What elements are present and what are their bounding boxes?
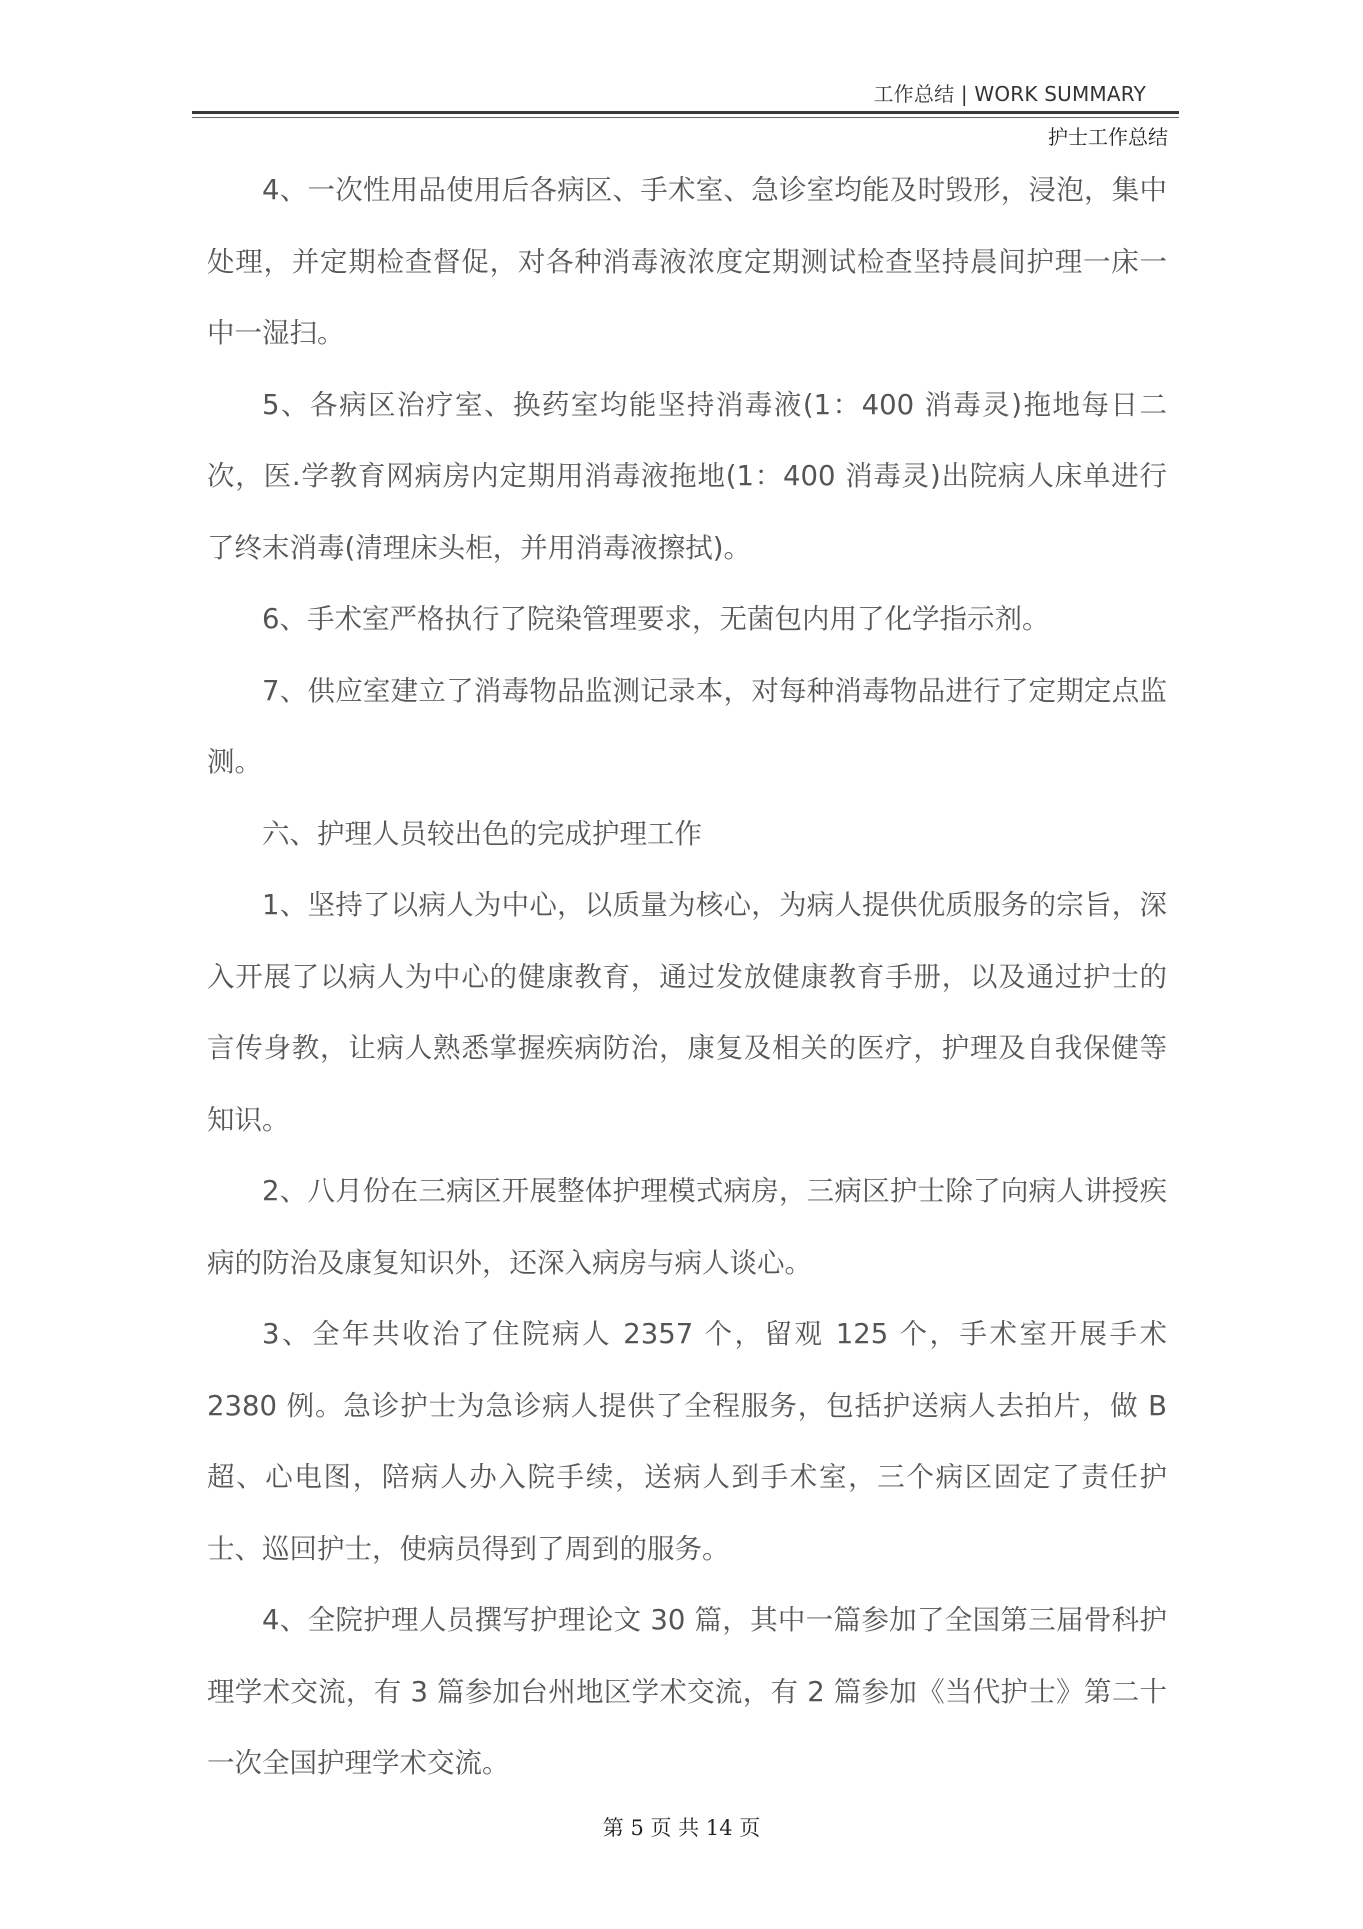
- header-rule-thin: [192, 117, 1179, 118]
- document-body: [207, 155, 1167, 1800]
- paragraph: 6、手术室严格执行了院染管理要求，无菌包内用了化学指示剂。: [262, 603, 1050, 635]
- paragraph: 1、坚持了以病人为中心，以质量为核心，为病人提供优质服务的宗旨，深入开展了以病人为中心的健康教育，通过发放健康教育手册，以及通过护士的言传身教，让病人熟悉掌握疾病防治，康复及相关的医疗，护理及自我保健等知识。: [207, 889, 1167, 1136]
- paragraph: 4、一次性用品使用后各病区、手术室、急诊室均能及时毁形，浸泡，集中处理，并定期检查督促，对各种消毒液浓度定期测试检查坚持晨间护理一床一中一湿扫。: [207, 174, 1167, 349]
- paragraph: 2、八月份在三病区开展整体护理模式病房，三病区护士除了向病人讲授疾病的防治及康复知识外，还深入病房与病人谈心。: [207, 1175, 1167, 1279]
- paragraph: 5、各病区治疗室、换药室均能坚持消毒液(1：400 消毒灵)拖地每日二次，医.学教育网病房内定期用消毒液拖地(1：400 消毒灵)出院病人床单进行了终末消毒(清理床头柜，并用消毒液擦拭)。: [207, 388, 1167, 564]
- paragraph: 7、供应室建立了消毒物品监测记录本，对每种消毒物品进行了定期定点监测。: [207, 674, 1167, 778]
- page-number: 第 5 页 共 14 页: [602, 1816, 761, 1840]
- section-heading: 六、护理人员较出色的完成护理工作: [262, 817, 702, 850]
- header-rule-thick: [192, 111, 1179, 114]
- header-label: 工作总结 | WORK SUMMARY: [873, 82, 1146, 106]
- document-title: 护士工作总结: [1048, 125, 1168, 149]
- paragraph: 3、全年共收治了住院病人 2357 个，留观 125 个，手术室开展手术 2380 例。急诊护士为急诊病人提供了全程服务，包括护送病人去拍片，做 B 超、心电图，陪病人办入院手续，送病人到手术室，三个病区固定了责任护士、巡回护士，使病员得到了周到的服务。: [207, 1318, 1167, 1565]
- paragraph: 4、全院护理人员撰写护理论文 30 篇，其中一篇参加了全国第三届骨科护理学术交流，有 3 篇参加台州地区学术交流，有 2 篇参加《当代护士》第二十一次全国护理学术交流。: [207, 1604, 1167, 1779]
